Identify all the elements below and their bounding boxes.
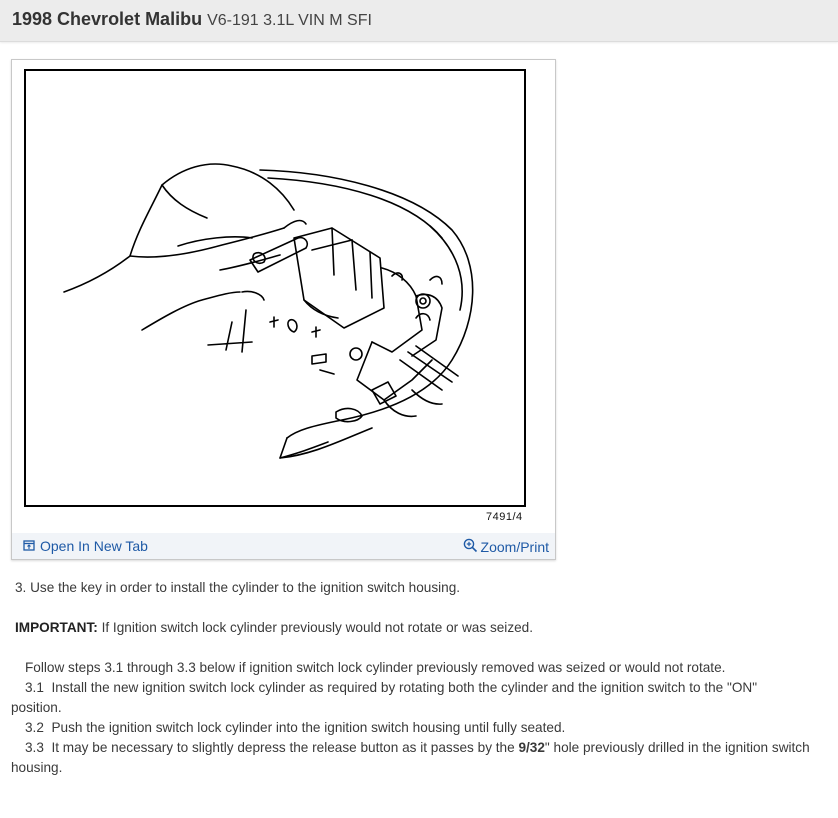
important-label: IMPORTANT:: [15, 620, 98, 635]
figure-footer: [12, 533, 555, 559]
step-3: 3. Use the key in order to install the cylinder to the ignition switch housing.: [15, 580, 461, 595]
open-in-new-tab-label: Open In New Tab: [40, 538, 148, 554]
open-in-new-tab-icon: [23, 538, 35, 554]
figure-number: 7491/4: [486, 511, 523, 523]
step-3-1: [11, 678, 811, 718]
open-in-new-tab-link[interactable]: [23, 538, 148, 554]
zoom-print-link[interactable]: [463, 538, 549, 556]
zoom-in-icon: [463, 538, 478, 556]
step-3-3: [11, 738, 811, 778]
step-3-2: [11, 718, 811, 738]
ignition-lock-illustration[interactable]: [12, 60, 555, 530]
important-note: [11, 618, 811, 638]
procedure-text: [11, 578, 811, 778]
important-text: If Ignition switch lock cylinder previously would not rotate or was seized.: [97, 620, 534, 635]
follow-steps-text: [11, 658, 811, 678]
step-3-3-number: 3.3: [25, 740, 44, 755]
zoom-print-label: Zoom/Print: [480, 539, 549, 555]
step-3-2-number: 3.2: [25, 720, 44, 735]
hole-size: 9/32: [518, 740, 545, 755]
follow-steps-label: Follow steps 3.1 through 3.3 below if ignition switch lock cylinder previously removed was seized or would not rotate.: [25, 660, 726, 675]
page-title: [12, 9, 372, 30]
step-3-1-number: 3.1: [25, 680, 44, 695]
step-3-2-text: Push the ignition switch lock cylinder into the ignition switch housing until fully seated.: [51, 720, 566, 735]
figure-panel: [11, 59, 556, 560]
page-header: [0, 0, 838, 42]
step-3-1-text: Install the new ignition switch lock cylinder as required by rotating both the cylinder and the ignition switch to the "ON" position.: [11, 680, 758, 715]
vehicle-name: 1998 Chevrolet Malibu: [12, 9, 203, 29]
step-3-3-text-a: It may be necessary to slightly depress the release button as it passes by the: [51, 740, 519, 755]
step-3-3-text-b: " hole previously drilled in the ignition switch housing.: [11, 740, 810, 775]
engine-spec: V6-191 3.1L VIN M SFI: [207, 12, 372, 29]
